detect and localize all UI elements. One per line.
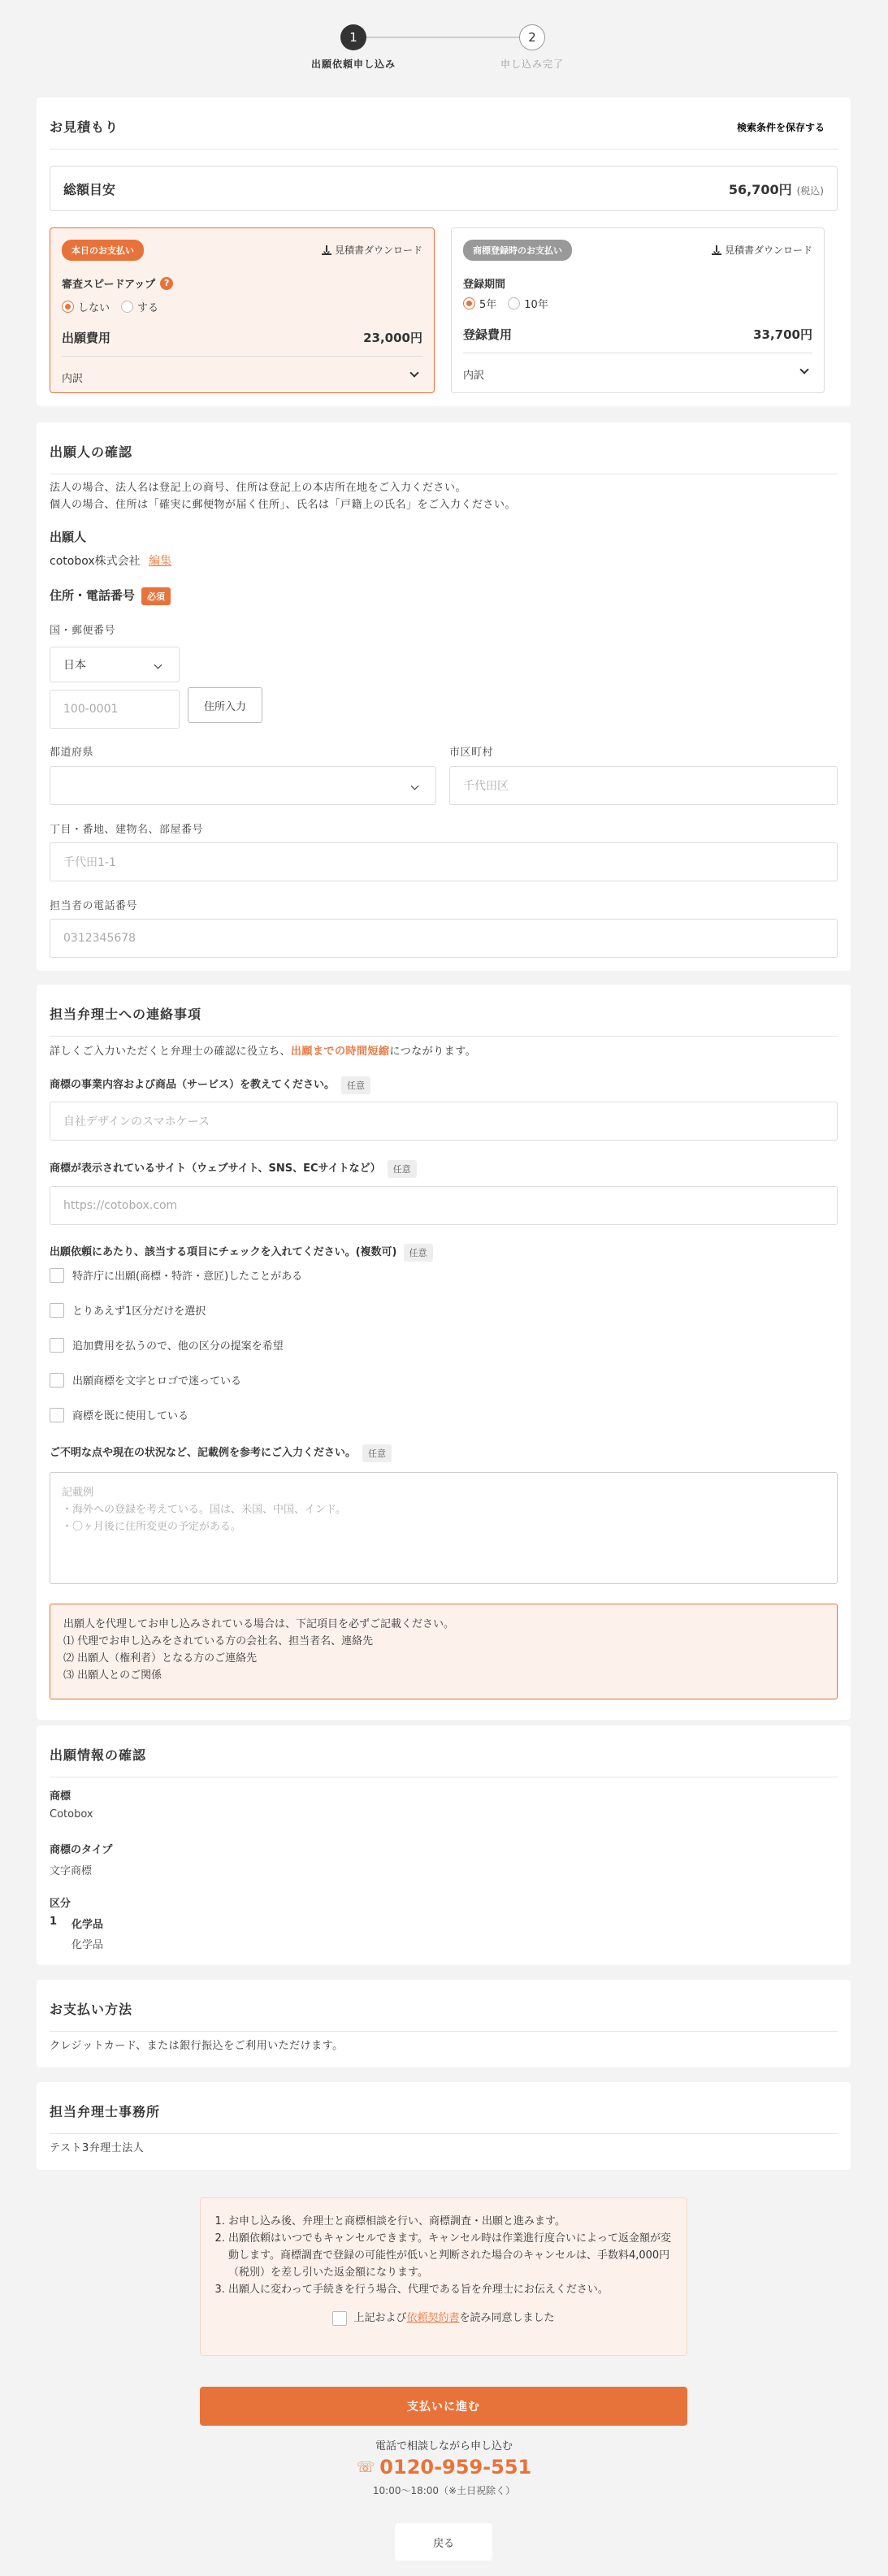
breakdown-label: 内訳	[62, 373, 84, 385]
optional-badge: 任意	[404, 1244, 433, 1262]
checkbox-icon	[50, 1338, 64, 1353]
intro-text-a: 詳しくご入力いただくと弁理士の確認に役立ち、	[50, 1046, 292, 1058]
mark-value: Cotobox	[50, 1808, 93, 1821]
breakdown-label: 内訳	[463, 370, 485, 382]
period-option-5y: 5年	[479, 299, 497, 311]
period-title: 登録期間	[463, 279, 506, 291]
chevron-down-icon	[409, 368, 418, 377]
street-label: 丁目・番地、建物名、部屋番号	[50, 824, 204, 836]
optional-badge: 任意	[341, 1076, 370, 1094]
step-1	[297, 24, 410, 71]
agree-checkbox[interactable]	[332, 2311, 347, 2326]
contract-link[interactable]: 依頼契約書	[406, 2312, 460, 2324]
phone-icon: ☏	[356, 2458, 375, 2476]
chevron-down-icon	[411, 781, 419, 790]
street-input[interactable]: 千代田1-1	[50, 842, 838, 881]
prefecture-label: 都道府県	[50, 747, 94, 759]
period-option-10y: 10年	[524, 299, 548, 311]
period-radios	[463, 296, 812, 311]
site-url-input[interactable]: https://cotobox.com	[50, 1186, 838, 1225]
applicant-note-1: 法人の場合、法人名は登記上の商号、住所は登記上の本店所在地をご入力ください。	[50, 482, 467, 494]
check-other-classes[interactable]	[50, 1337, 284, 1353]
phone-hours: 10:00〜18:00（※土日祝除く）	[372, 2485, 516, 2496]
q1-label-row	[50, 1076, 370, 1094]
mark-type-label: 商標のタイプ	[50, 1844, 113, 1856]
back-button[interactable]: 戻る	[395, 2523, 492, 2561]
required-badge: 必須	[141, 587, 171, 605]
class-number: 1	[50, 1916, 58, 1928]
mark-type-value: 文字商標	[50, 1865, 93, 1877]
step-1-label: 出願依頼申し込み	[310, 58, 396, 70]
q2-label-row	[50, 1159, 417, 1178]
address-section-label	[50, 587, 171, 605]
radio-selected-icon	[62, 301, 74, 313]
applicant-name-label: 出願人	[50, 530, 87, 544]
address-lookup-button[interactable]: 住所入力	[188, 687, 262, 723]
registration-download-label: 見積書ダウンロード	[724, 245, 812, 256]
help-icon[interactable]: ?	[160, 277, 173, 290]
step-2-number: 2	[519, 24, 545, 50]
q4-label: ご不明な点や現在の状況など、記載例を参考にご入力ください。	[50, 1447, 357, 1459]
edit-applicant-link[interactable]: 編集	[149, 555, 172, 568]
check-label: 追加費用を払うので、他の区分の提案を希望	[72, 1340, 284, 1353]
chevron-down-icon	[799, 365, 808, 374]
speedup-radio-no[interactable]	[62, 299, 110, 314]
radio-icon	[121, 301, 133, 313]
total-label: 総額目安	[63, 181, 116, 197]
today-payment-box	[50, 227, 435, 393]
check-text-or-logo[interactable]	[50, 1372, 241, 1388]
speedup-radio-yes[interactable]	[121, 299, 158, 314]
check-label: とりあえず1区分だけを選択	[72, 1305, 206, 1318]
phone-label: 担当者の電話番号	[50, 900, 138, 912]
today-download-label: 見積書ダウンロード	[334, 245, 422, 256]
total-value	[729, 180, 824, 198]
filing-fee-value: 23,000円	[363, 331, 422, 345]
speedup-title	[62, 275, 422, 291]
textarea-placeholder-3: ・〇ヶ月後に住所変更の予定がある。	[62, 1521, 242, 1533]
agree-text-post: を読み同意しました	[459, 2312, 555, 2324]
registration-breakdown-toggle[interactable]	[463, 366, 812, 382]
registration-fee-row	[463, 326, 812, 353]
check-prior-filing[interactable]	[50, 1267, 302, 1283]
phone-number-link[interactable]	[0, 2456, 888, 2479]
optional-badge: 任意	[388, 1160, 417, 1178]
phone-consult-label: 電話で相談しながら申し込む	[375, 2440, 513, 2453]
contact-card	[37, 985, 851, 1720]
estimate-card	[37, 97, 851, 406]
q4-label-row	[50, 1444, 392, 1462]
agree-text-pre: 上記および	[353, 2312, 407, 2324]
q3-label: 出願依頼にあたり、該当する項目にチェックを入れてください。(複数可)	[50, 1246, 397, 1258]
save-conditions-button[interactable]: 検索条件を保存する	[724, 114, 838, 141]
patent-office-title: 担当弁理士事務所	[50, 2082, 838, 2134]
agreement-item: 1. お申し込み後、弁理士と商標相談を行い、商標調査・出願と進みます。	[228, 2213, 674, 2230]
country-select[interactable]	[50, 647, 180, 682]
speedup-option-no: しない	[78, 302, 110, 314]
radio-icon	[508, 297, 520, 310]
registration-payment-badge: 商標登録時のお支払い	[463, 240, 572, 261]
checkbox-icon	[50, 1408, 64, 1422]
phone-input[interactable]: 0312345678	[50, 919, 838, 958]
proxy-note-1: 出願人を代理してお申し込みされている場合は、下記項目を必ずご記載ください。	[63, 1618, 455, 1630]
check-already-used[interactable]	[50, 1407, 188, 1422]
business-input[interactable]: 自社デザインのスマホケース	[50, 1102, 838, 1141]
phone-number: 0120-959-551	[379, 2456, 532, 2479]
today-breakdown-toggle[interactable]	[62, 370, 422, 385]
check-label: 出願商標を文字とロゴで迷っている	[72, 1375, 242, 1388]
contact-title: 担当弁理士への連絡事項	[50, 985, 838, 1037]
patent-office-card	[37, 2082, 851, 2170]
total-estimate	[50, 166, 838, 211]
q2-label: 商標が表示されているサイト（ウェブサイト、SNS、ECサイトなど）	[50, 1162, 381, 1175]
today-download-link[interactable]	[322, 243, 422, 257]
applicant-name-row	[50, 552, 171, 569]
mark-label: 商標	[50, 1790, 71, 1803]
intro-highlight: 出願までの時間短縮	[291, 1046, 390, 1058]
applicant-name-value: cotobox株式会社	[50, 555, 141, 568]
patent-office-text: テスト3弁理士法人	[50, 2142, 145, 2154]
class-detail: 化学品	[71, 1939, 104, 1951]
applicant-title: 出願人の確認	[50, 422, 838, 474]
proxy-note-box	[50, 1604, 838, 1699]
agree-text	[353, 2310, 554, 2327]
checkbox-icon	[50, 1373, 64, 1388]
address-label: 住所・電話番号	[50, 588, 136, 603]
applicant-card	[37, 422, 851, 971]
registration-fee-label: 登録費用	[463, 327, 513, 342]
filing-fee-label: 出願費用	[62, 331, 111, 345]
applicant-note-2: 個人の場合、住所は「確実に郵便物が届く住所」、氏名は「戸籍上の氏名」をご入力ください。	[50, 499, 517, 511]
step-2-label: 申し込み完了	[500, 58, 564, 70]
checkbox-icon	[50, 1268, 64, 1283]
proxy-note-2: ⑴ 代理でお申し込みをされている方の会社名、担当者名、連絡先	[63, 1635, 374, 1647]
total-tax: (税込)	[796, 184, 824, 197]
check-one-class[interactable]	[50, 1302, 206, 1318]
total-amount: 56,700円	[728, 181, 792, 197]
payment-method-text: クレジットカード、または銀行振込をご利用いただけます。	[50, 2040, 344, 2052]
textarea-placeholder-2: ・海外への登録を考えている。国は、米国、中国、インド。	[62, 1504, 346, 1516]
class-label: 区分	[50, 1898, 71, 1910]
proxy-note-4: ⑶ 出願人とのご関係	[63, 1669, 162, 1682]
estimate-title: お見積もり	[50, 97, 838, 149]
radio-selected-icon	[463, 297, 475, 310]
download-icon	[322, 245, 331, 255]
proxy-note-3: ⑵ 出願人（権利者）となる方のご連絡先	[63, 1652, 258, 1665]
payment-method-title: お支払い方法	[50, 1980, 838, 2032]
city-label: 市区町村	[449, 747, 494, 759]
notes-textarea[interactable]	[50, 1472, 838, 1584]
today-payment-badge: 本日のお支払い	[62, 240, 144, 261]
check-label: 商標を既に使用している	[72, 1410, 189, 1422]
agreement-item: 2. 出願依頼はいつでもキャンセルできます。キャンセル時は作業進行度合いによって返金額が変動します。商標調査で登録の可能性が低いと判断された場合のキャンセルは、手数料4,000円（税別）を差し引いた返金額になります。	[228, 2230, 674, 2281]
progress-stepper	[0, 0, 888, 73]
city-input[interactable]: 千代田区	[449, 766, 838, 805]
q3-label-row	[50, 1243, 433, 1262]
filing-fee-row	[62, 329, 422, 357]
speedup-option-yes: する	[137, 302, 159, 314]
phone-consult	[0, 2437, 888, 2497]
registration-fee-value: 33,700円	[753, 327, 812, 342]
checkbox-icon	[50, 1303, 64, 1318]
registration-download-link[interactable]	[712, 243, 812, 257]
filing-info-card	[37, 1725, 851, 1965]
zip-input[interactable]: 100-0001	[50, 690, 180, 729]
agreement-box	[200, 2197, 687, 2356]
country-value: 日本	[63, 659, 86, 672]
period-radio-5y[interactable]	[463, 296, 496, 311]
download-icon	[712, 245, 721, 255]
proceed-to-payment-button[interactable]: 支払いに進む	[200, 2387, 687, 2426]
speedup-radios	[62, 299, 422, 314]
q1-label: 商標の事業内容および商品（サービス）を教えてください。	[50, 1079, 336, 1091]
agree-checkbox-row[interactable]	[214, 2310, 674, 2327]
chevron-down-icon	[154, 660, 162, 669]
agreement-item: 3. 出願人に変わって手続きを行う場合、代理である旨を弁理士にお伝えください。	[228, 2281, 674, 2298]
prefecture-select[interactable]	[50, 766, 436, 805]
payment-method-card	[37, 1980, 851, 2067]
optional-badge: 任意	[362, 1444, 392, 1462]
check-label: 特許庁に出願(商標・特許・意匠)したことがある	[72, 1271, 303, 1283]
step-2	[475, 24, 589, 71]
agreement-list	[214, 2213, 674, 2298]
step-1-number: 1	[340, 24, 366, 50]
country-label: 国・郵便番号	[50, 625, 116, 637]
period-radio-10y[interactable]	[508, 296, 548, 311]
filing-info-title: 出願情報の確認	[50, 1725, 838, 1777]
textarea-placeholder-1: 記載例	[62, 1487, 94, 1499]
intro-text-c: につながります。	[389, 1046, 477, 1058]
contact-intro	[50, 1043, 476, 1060]
class-name: 化学品	[71, 1919, 104, 1931]
speedup-label: 審査スピードアップ	[62, 279, 156, 291]
registration-payment-box	[451, 227, 825, 393]
